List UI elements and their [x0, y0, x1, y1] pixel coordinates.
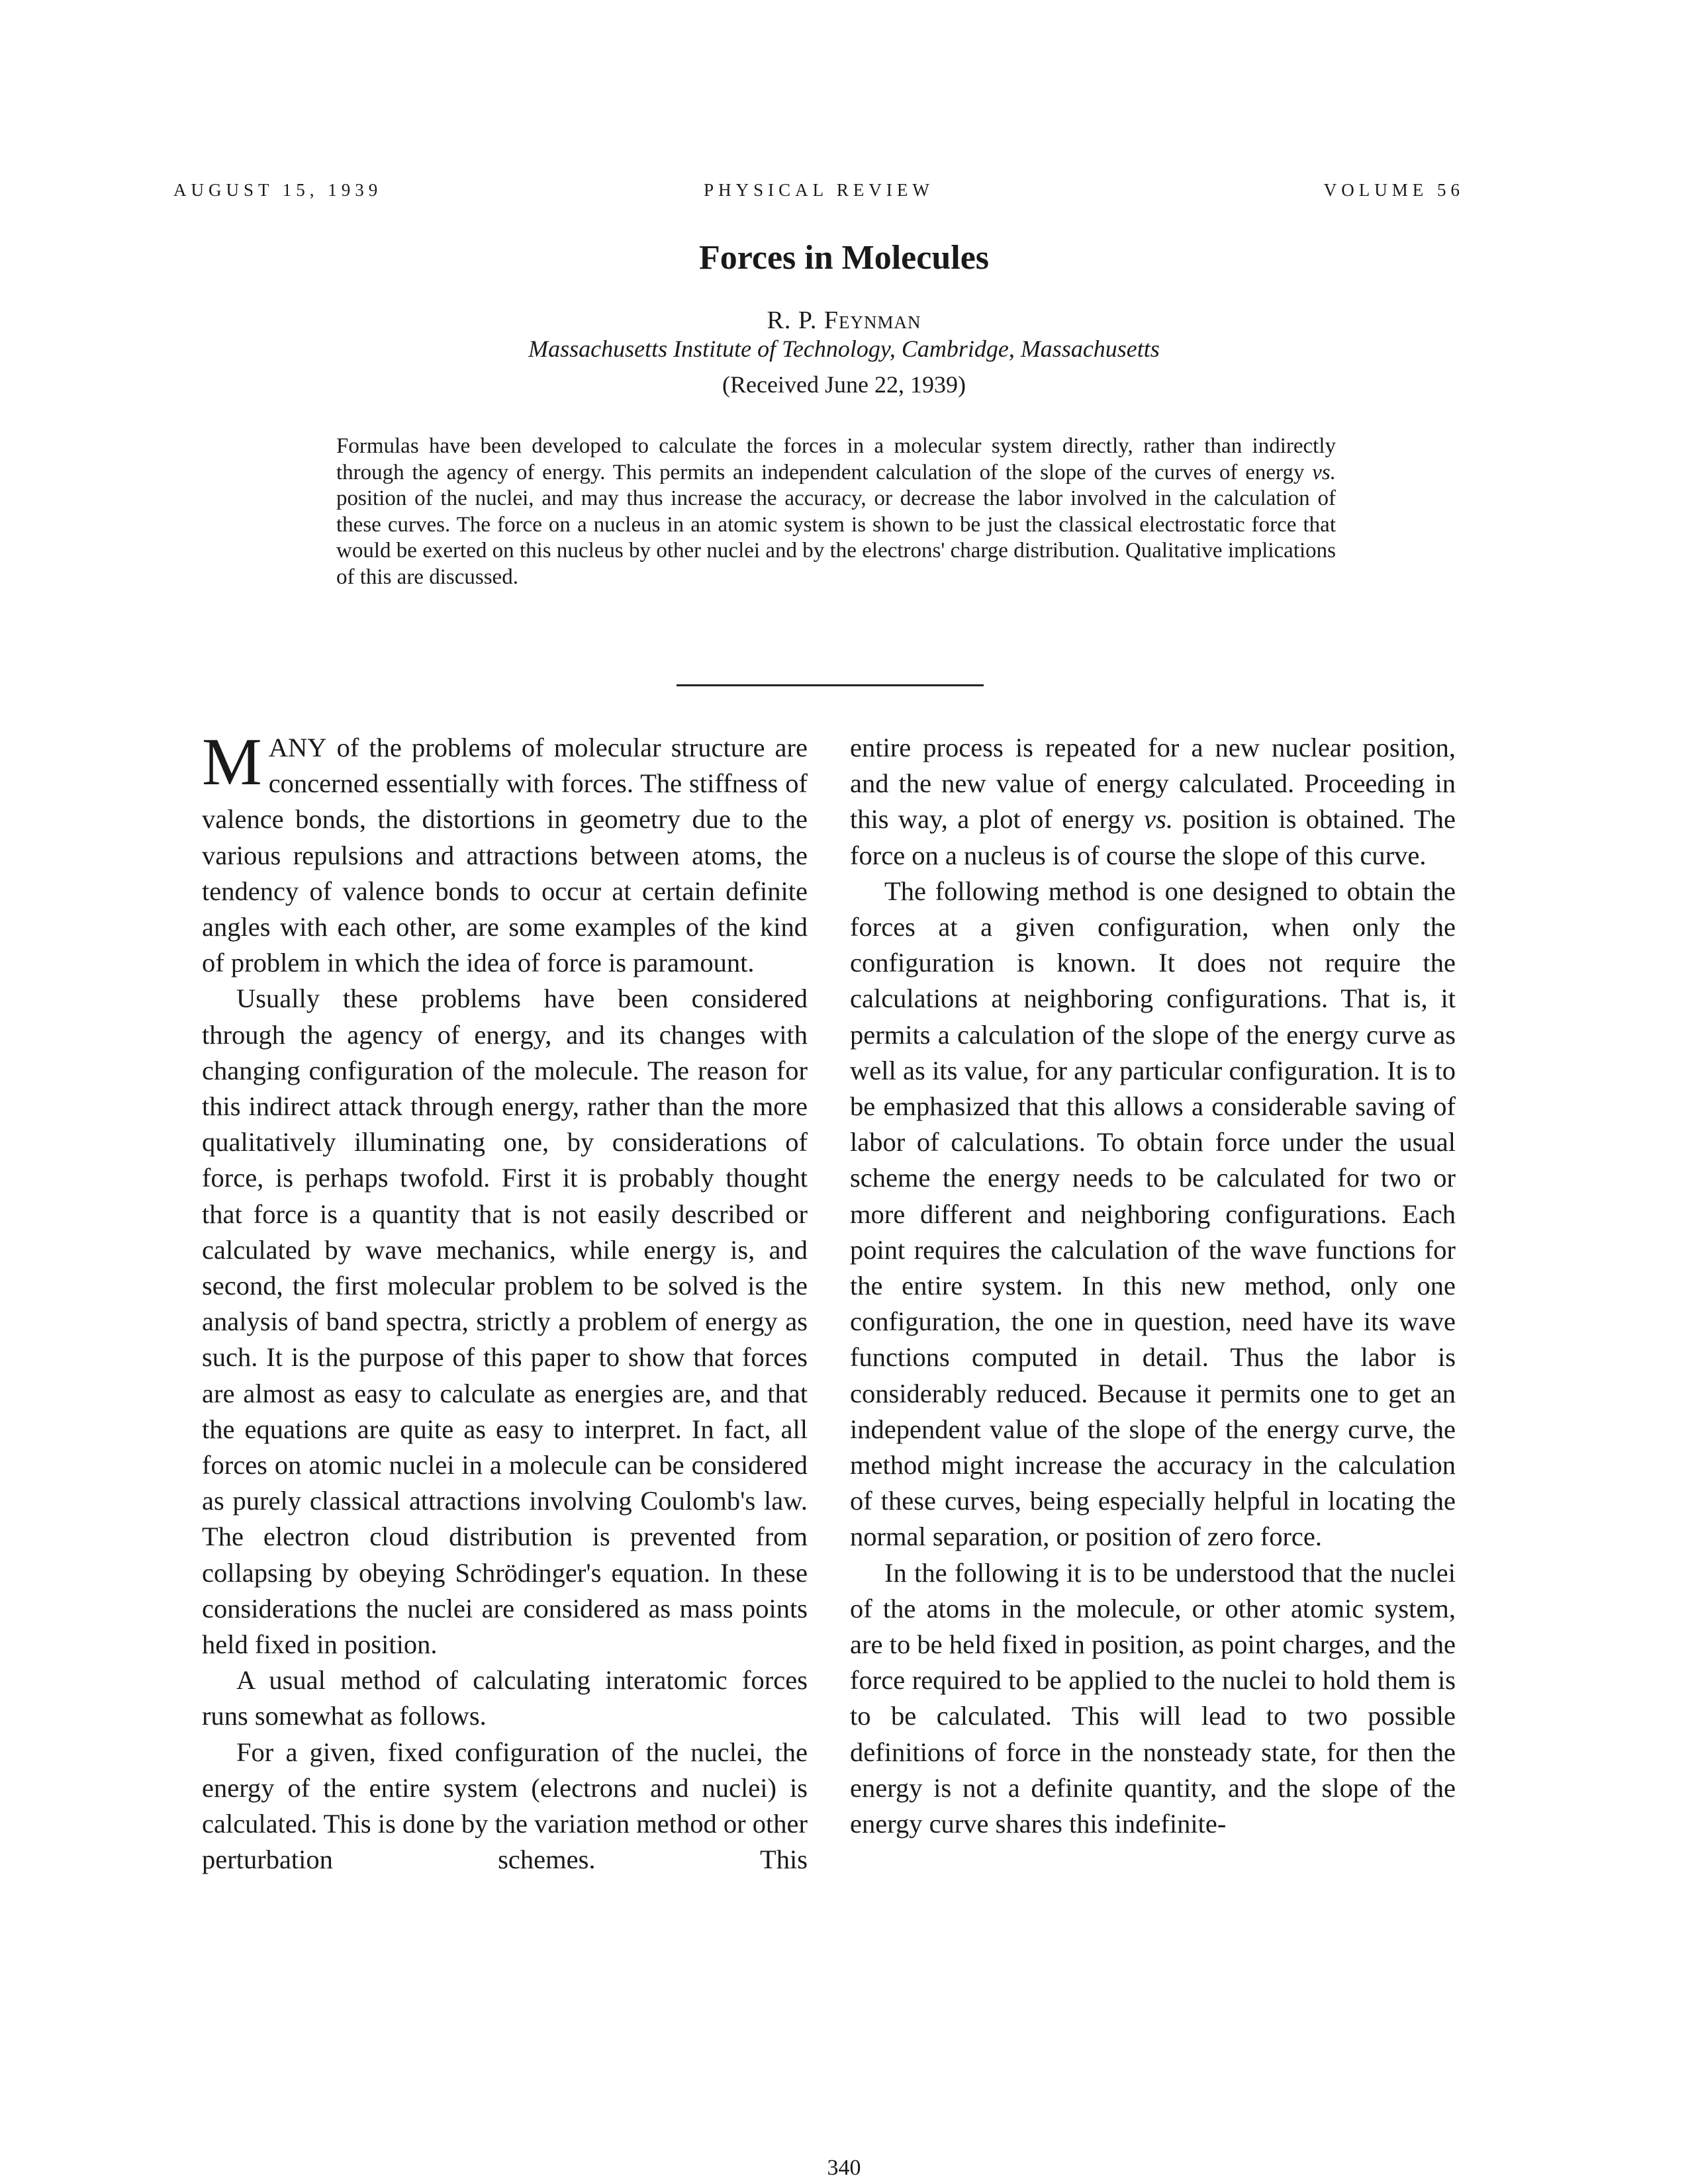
paragraph-4-start: [202, 1735, 808, 1878]
paragraph-2: Usually these problems have been considered through the agency of energy, and its changes with changing configuration of the molecule. The reason for this indirect attack through energy, rather than the more qualitatively illuminating one, by considerations of force, is perhaps twofold. First it is probably thought that force is a quantity that is not easily described or calculated by wave mechanics, while energy is, and second, the first molecular problem to be solved is the analysis of band spectra, strictly a problem of energy as such. It is the purpose of this paper to show that forces are almost as easy to calculate as energies are, and that the equations are quite as easy to interpret. In fact, all forces on atomic nuclei in a molecule can be considered as purely classical attractions involving Coulomb's law. The electron cloud distribution is prevented from collapsing by obeying Schrödinger's equation. In these considerations the nuclei are considered as mass points held fixed in position.: [202, 983, 808, 1660]
author-text: R. P. Feynman: [767, 306, 921, 334]
right-column: [850, 730, 1456, 1842]
received-date: (Received June 22, 1939): [722, 371, 966, 398]
paragraph-4-continued-text: entire process is repeated for a new nuclear position, and the new value of energy calculated. Proceeding in this way, a plot of energy: [850, 733, 1456, 835]
paragraph-4-continued: [850, 730, 1456, 874]
journal-name: PHYSICAL REVIEW: [704, 180, 934, 200]
volume-number: VOLUME 56: [1323, 180, 1464, 200]
paragraph-4-end: position is obtained. The force on a nucleus is of course the slope of this curve.: [850, 804, 1456, 870]
abstract: [336, 433, 1336, 590]
abstract-part-1: Formulas have been developed to calculate the forces in a molecular system directly, rather than indirectly through the agency of energy. This permits an independent calculation of the slope of the curves of energy: [336, 434, 1336, 484]
article-title: Forces in Molecules: [698, 239, 990, 277]
abstract-part-2: position of the nuclei, and may thus increase the accuracy, or decrease the labor involved in the calculation of these curves. The force on a nucleus in an atomic system is shown to be just the classical electrostatic force that would be exerted on this nucleus by other nuclei and by the electrons' charge distribution. Qualitative implications of this are discussed.: [336, 486, 1336, 589]
paragraph-3: A usual method of calculating interatomic forces runs somewhat as follows.: [202, 1665, 808, 1731]
issue-date: AUGUST 15, 1939: [173, 180, 383, 200]
section-divider: [677, 684, 984, 686]
opening-smallcaps: ANY: [268, 733, 327, 762]
running-head: [173, 180, 1464, 206]
paragraph-4-vs: vs.: [1144, 804, 1173, 835]
page-number: 340: [827, 2156, 861, 2180]
paragraph-1-text: of the problems of molecular structure are concerned essentially with forces. The stiffness of valence bonds, the distortions in geometry due to the various repulsions and attractions between atoms, the tendency of valence bonds to occur at certain definite angles with each other, are some examples of the kind of problem in which the idea of force is paramount.: [202, 733, 808, 978]
paragraph-6: In the following it is to be understood that the nuclei of the atoms in the molecule, or other atomic system, are to be held fixed in position, as point charges, and the force required to be applied to the nuclei to hold them is to be calculated. This will lead to two possible definitions of force in the nonsteady state, for then the energy is not a definite quantity, and the slope of the energy curve shares this indefinite-: [850, 1557, 1456, 1839]
abstract-vs: vs.: [1312, 460, 1336, 484]
left-column: [202, 725, 808, 1878]
paragraph-1: [202, 725, 808, 981]
drop-cap: M: [202, 725, 262, 799]
author-affiliation: Massachusetts Institute of Technology, Cambridge, Massachusetts: [528, 336, 1160, 362]
paragraph-4-text: For a given, fixed configuration of the nuclei, the energy of the entire system (electrons and nuclei) is calculated. This is done by the variation method or other perturbation schemes. This: [202, 1737, 808, 1875]
author-name: [0, 306, 1688, 335]
paragraph-5: The following method is one designed to obtain the forces at a given configuration, when only the configuration is known. It does not require the calculations at neighboring configurations. That is, it permits a calculation of the slope of the energy curve as well as its value, for any particular configuration. It is to be emphasized that this allows a considerable saving of labor of calculations. To obtain force under the usual scheme the energy needs to be calculated for two or more different and neighboring configurations. Each point requires the calculation of the wave functions for the entire system. In this new method, only one configuration, the one in question, need have its wave functions computed in detail. Thus the labor is considerably reduced. Because it permits one to get an independent value of the slope of the energy curve, the method might increase the accuracy in the calculation of these curves, being especially helpful in locating the normal separation, or position of zero force.: [850, 876, 1456, 1552]
